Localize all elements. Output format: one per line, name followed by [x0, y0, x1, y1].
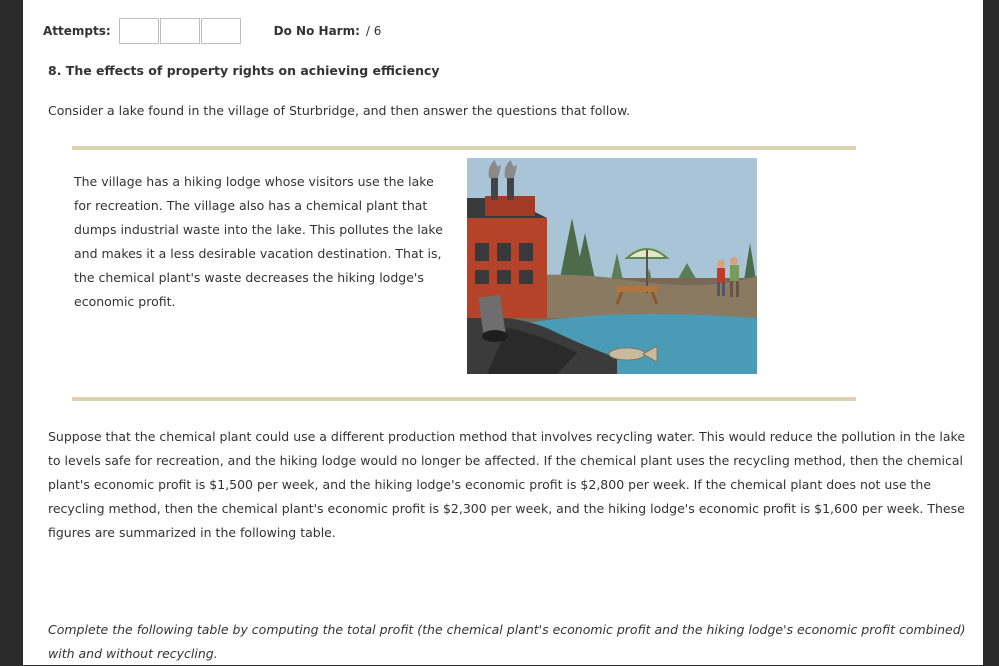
do-no-harm-score: / 6 — [365, 24, 382, 38]
table-instruction: Complete the following table by computing the total profit (the chemical plant's economic profit and the hiking lodge's economic profit combined) with and without recycling. — [48, 622, 966, 661]
attempts-bar — [43, 18, 381, 44]
question-title: 8. The effects of property rights on achieving efficiency — [48, 63, 440, 78]
question-intro: Consider a lake found in the village of Sturbridge, and then answer the questions that follow. — [48, 103, 630, 118]
divider-top — [72, 146, 856, 150]
attempt-box-2 — [160, 18, 200, 44]
do-no-harm-label: Do No Harm: — [273, 24, 360, 38]
question-page — [23, 0, 983, 665]
scenario-text: The village has a hiking lodge whose visitors use the lake for recreation. The village also has a chemical plant that dumps industrial waste into the lake. This pollutes the lake and makes it a less desirable vacation destination. That is, the chemical plant's waste decreases the hiking lodge's economic profit. — [74, 174, 443, 309]
profit-paragraph: Suppose that the chemical plant could use a different production method that involves recycling water. This would reduce the pollution in the lake to levels safe for recreation, and the hiking lodge would no longer be affected. If the chemical plant uses the recycling method, then the chemical plant's economic profit is $1,500 per week, and the hiking lodge's economic profit is $2,800 per week. If the chemical plant does not use the recycling method, then the chemical plant's economic profit is $2,300 per week, and the hiking lodge's economic profit is $1,600 per week. These figures are summarized in the following table. — [48, 429, 966, 540]
divider-bottom — [72, 397, 856, 401]
attempts-label: Attempts: — [43, 24, 111, 38]
attempt-box-3 — [201, 18, 241, 44]
attempt-box-1 — [119, 18, 159, 44]
attempt-boxes — [119, 18, 242, 44]
lake-illustration — [467, 158, 757, 374]
